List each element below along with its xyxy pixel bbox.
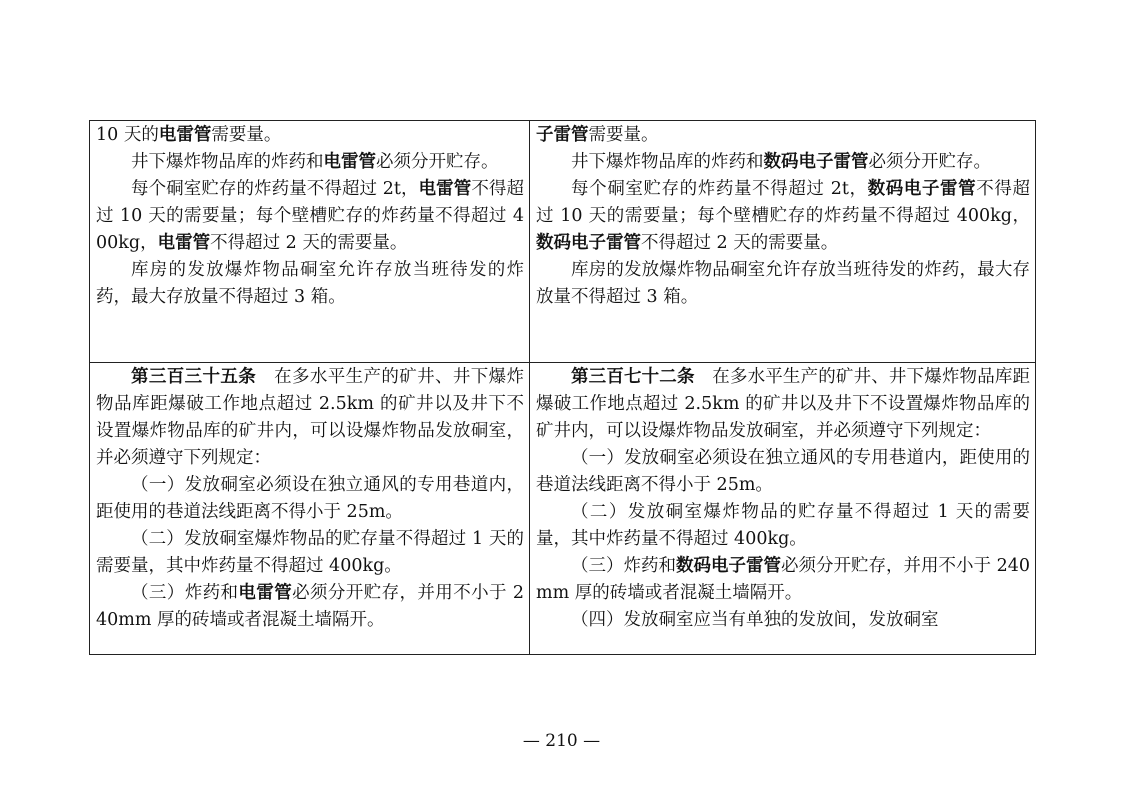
- list-item: （四）发放硐室应当有单独的发放间，发放硐室: [571, 610, 939, 630]
- paragraph: 每个硐室贮存的炸药量不得超过 2t，电雷管不得超过 10 天的需要量；每个壁槽贮存的炸药量不得超过 400kg，电雷管不得超过 2 天的需要量。: [96, 179, 525, 253]
- highlight-term: 数码电子雷管: [536, 233, 641, 253]
- paragraph: 10 天的电雷管需要量。: [96, 125, 282, 145]
- paragraph: 库房的发放爆炸物品硐室允许存放当班待发的炸药，最大存放量不得超过 3 箱。: [96, 260, 524, 307]
- list-item: （三）炸药和数码电子雷管必须分开贮存，并用不小于 240mm 厚的砖墙或者混凝土墙隔开。: [536, 556, 1031, 603]
- highlight-term: 电雷管: [238, 583, 293, 603]
- comparison-table: [89, 120, 1036, 655]
- highlight-term: 数码电子雷管: [867, 179, 977, 199]
- article-title: 第三百三十五条: [131, 367, 257, 387]
- list-item: （二）发放硐室爆炸物品的贮存量不得超过 1 天的需要量，其中炸药量不得超过 400kg。: [536, 502, 1030, 549]
- highlight-term: 电雷管: [323, 152, 376, 172]
- page-number: — 210 —: [522, 731, 601, 751]
- new-text-cell: [530, 363, 1036, 655]
- list-item: （三）炸药和电雷管必须分开贮存，并用不小于 240mm 厚的砖墙或者混凝土墙隔开。: [96, 583, 525, 630]
- article-paragraph: 第三百三十五条 在多水平生产的矿井、井下爆炸物品库距爆破工作地点超过 2.5km 的矿井以及井下不设置爆炸物品库的矿井内，可以设爆炸物品发放硐室，并必须遵守下列规定：: [96, 367, 525, 468]
- article-title: 第三百七十二条: [571, 367, 695, 387]
- new-text-cell: [530, 121, 1036, 363]
- paragraph: 井下爆炸物品库的炸药和数码电子雷管必须分开贮存。: [571, 152, 991, 172]
- paragraph: 子雷管需要量。: [536, 125, 659, 145]
- highlight-term: 子雷管: [536, 125, 589, 145]
- table-row: [90, 363, 1036, 655]
- table-row: [90, 121, 1036, 363]
- list-item: （一）发放硐室必须设在独立通风的专用巷道内，距使用的巷道法线距离不得小于 25m。: [96, 475, 524, 522]
- highlight-term: 数码电子雷管: [676, 556, 782, 576]
- article-paragraph: 第三百七十二条 在多水平生产的矿井、井下爆炸物品库距爆破工作地点超过 2.5km 的矿井以及井下不设置爆炸物品库的矿井内，可以设爆炸物品发放硐室，并必须遵守下列规定：: [536, 367, 1031, 441]
- highlight-term: 电雷管: [158, 125, 212, 145]
- old-text-cell: [90, 363, 530, 655]
- highlight-term: 电雷管: [418, 179, 472, 199]
- paragraph: 每个硐室贮存的炸药量不得超过 2t，数码电子雷管不得超过 10 天的需要量；每个壁槽贮存的炸药量不得超过 400kg，数码电子雷管不得超过 2 天的需要量。: [536, 179, 1031, 253]
- paragraph: 井下爆炸物品库的炸药和电雷管必须分开贮存。: [131, 152, 499, 172]
- list-item: （一）发放硐室必须设在独立通风的专用巷道内，距使用的巷道法线距离不得小于 25m。: [536, 448, 1030, 495]
- list-item: （二）发放硐室爆炸物品的贮存量不得超过 1 天的需要量，其中炸药量不得超过 400kg。: [96, 529, 524, 576]
- highlight-term: 电雷管: [157, 233, 211, 253]
- old-text-cell: [90, 121, 530, 363]
- paragraph: 库房的发放爆炸物品硐室允许存放当班待发的炸药，最大存放量不得超过 3 箱。: [536, 260, 1030, 307]
- highlight-term: 数码电子雷管: [763, 152, 869, 172]
